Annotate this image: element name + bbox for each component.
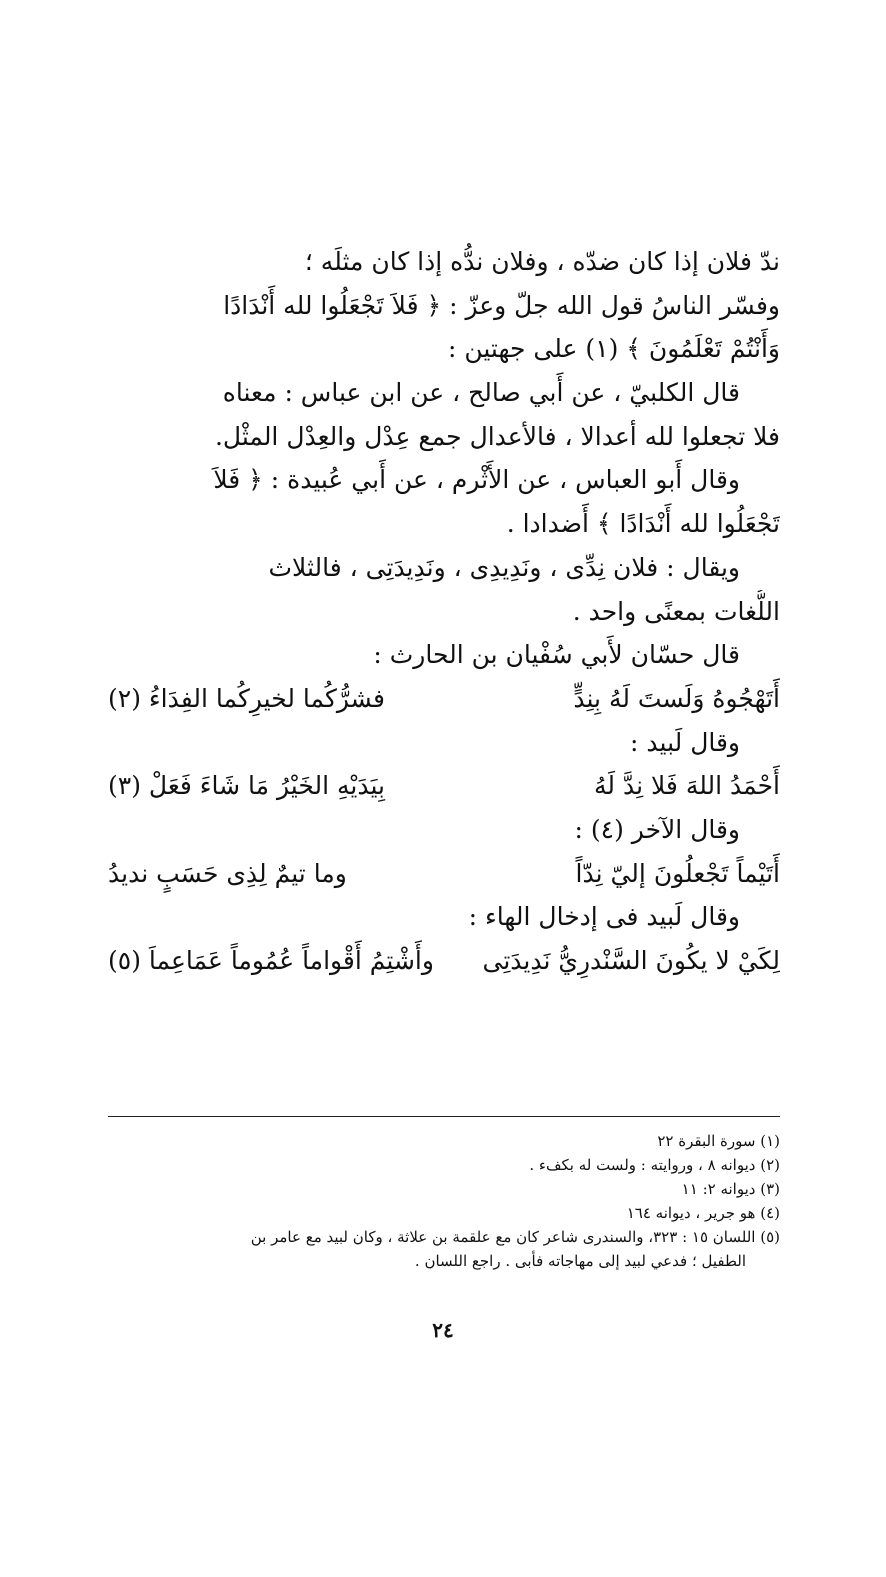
text-line: قال الكلبيّ ، عن أَبي صالح ، عن ابن عباس : معناه (222, 378, 740, 408)
verse-second-hemistich: فشرُّكُما لخيرِكُما الفِدَاءُ (٢) (108, 683, 385, 713)
footnote: (٤) هو جرير ، ديوانه ١٦٤ (626, 1204, 780, 1222)
verse-intro: وقال لَبيد فى إدخال الهاء : (468, 902, 740, 932)
footnote-divider (108, 1116, 780, 1117)
text-line: تَجْعَلُوا لله أَنْدَادًا ﴾ أَضدادا . (506, 509, 780, 539)
poem-verse (108, 764, 780, 808)
verse-first-hemistich: أَتَهْجُوهُ وَلَستَ لَهُ بِنِدٍّ (573, 683, 780, 713)
page-number: ٢٤ (432, 1318, 454, 1342)
footnotes (108, 1129, 780, 1273)
text-line: ويقال : فلان نِدِّى ، ونَدِيدِى ، ونَدِيدَتِى ، فالثلاث (268, 552, 740, 582)
verse-second-hemistich: وأَشْتِمُ أَقْواماً عُمُوماً عَمَاعِماَ (٥) (108, 946, 434, 975)
verse-second-hemistich: وما تيمٌ لِذِى حَسَبٍ نديدُ (108, 858, 347, 888)
poem-verse (108, 852, 780, 896)
text-line: وَأَنْتُمْ تَعْلَمُونَ ﴾ (١) على جهتين : (447, 334, 780, 364)
text-line: قال حسّان لأَبي سُفْيان بن الحارث : (373, 640, 740, 670)
text-line: فلا تجعلوا لله أعدالا ، فالأعدال جمع عِدْل والعِدْل المثْل. (214, 421, 780, 451)
footnote: (٥) اللسان ١٥ : ٣٢٣، والسندرى شاعر كان مع علقمة بن علاثة ، وكان لبيد مع عامر بن (250, 1228, 780, 1246)
verse-first-hemistich: أَتَيْماً تَجْعلُونَ إليّ نِدّاً (575, 858, 780, 888)
verse-second-hemistich: بِيَدَيْهِ الخَيْرُ مَا شَاءَ فَعَلْ (٣) (108, 771, 385, 801)
poem-verse (108, 677, 780, 721)
footnote: (١) سورة البقرة ٢٢ (657, 1132, 780, 1150)
footnote-continuation: الطفيل ؛ فدعي لبيد إلى مهاجاته فأبى . راجع اللسان . (414, 1252, 746, 1270)
text-line: ندّ فلان إذا كان ضدّه ، وفلان ندُّه إذا كان مثلَه ؛ (304, 247, 780, 276)
footnote: (٢) ديوانه ٨ ، وروايته : ولست له بكفء . (529, 1156, 780, 1174)
footnote: (٣) ديوانه ٢: ١١ (681, 1180, 780, 1198)
main-text (108, 240, 780, 983)
verse-first-hemistich: أَحْمَدُ اللهَ فَلا نِدَّ لَهُ (594, 771, 780, 801)
text-line: وقال أَبو العباس ، عن الأَثْرم ، عن أَبي عُبيدة : ﴿ فَلاَ (213, 465, 740, 495)
text-line: اللُّغات بمعنًى واحد . (572, 596, 780, 626)
verse-first-hemistich: لِكَيْ لا يكُونَ السَّنْدرِيُّ نَدِيدَتِى (482, 946, 780, 975)
verse-intro: وقال الآخر (٤) : (574, 814, 740, 844)
verse-intro: وقال لَبيد : (630, 727, 740, 757)
text-line: وفسّر الناسُ قول الله جلّ وعزّ : ﴿ فَلاَ تَجْعَلُوا لله أَنْدَادًا (223, 290, 780, 320)
poem-verse (108, 939, 780, 983)
